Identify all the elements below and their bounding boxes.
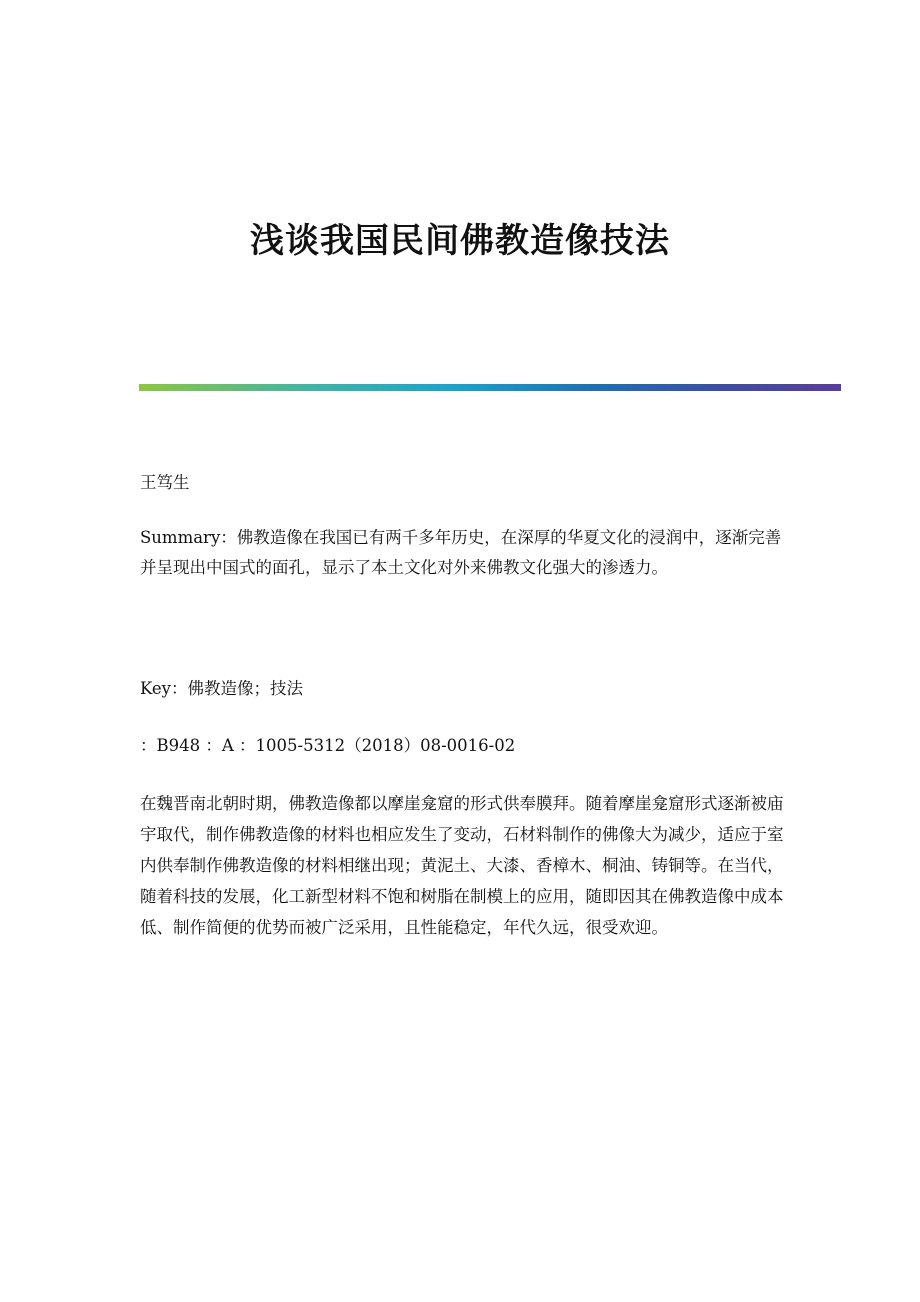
gradient-divider: [139, 384, 841, 391]
classification-line: ：B948 ：A ：1005-5312（2018）08-0016-02: [140, 736, 516, 755]
summary-paragraph: Summary：佛教造像在我国已有两千多年历史，在深厚的华夏文化的浸润中，逐渐完善并呈现出中国式的面孔，显示了本土文化对外来佛教文化强大的渗透力。: [140, 528, 782, 577]
article-title: 浅谈我国民间佛教造像技法: [250, 221, 670, 261]
body-paragraph: 在魏晋南北朝时期，佛教造像都以摩崖龛窟的形式供奉膜拜。随着摩崖龛窟形式逐渐被庙宇取代，制作佛教造像的材料也相应发生了变动，石材料制作的佛像大为减少，适应于室内供奉制作佛教造像的材料相继出现；黄泥土、大漆、香樟木、桐油、铸铜等。在当代，随着科技的发展，化工新型材料不饱和树脂在制模上的应用，随即因其在佛教造像中成本低、制作简便的优势而被广泛采用，且性能稳定，年代久远，很受欢迎。: [140, 794, 784, 937]
keywords-line: Key：佛教造像；技法: [140, 679, 303, 698]
author-name: 王笃生: [140, 473, 190, 492]
